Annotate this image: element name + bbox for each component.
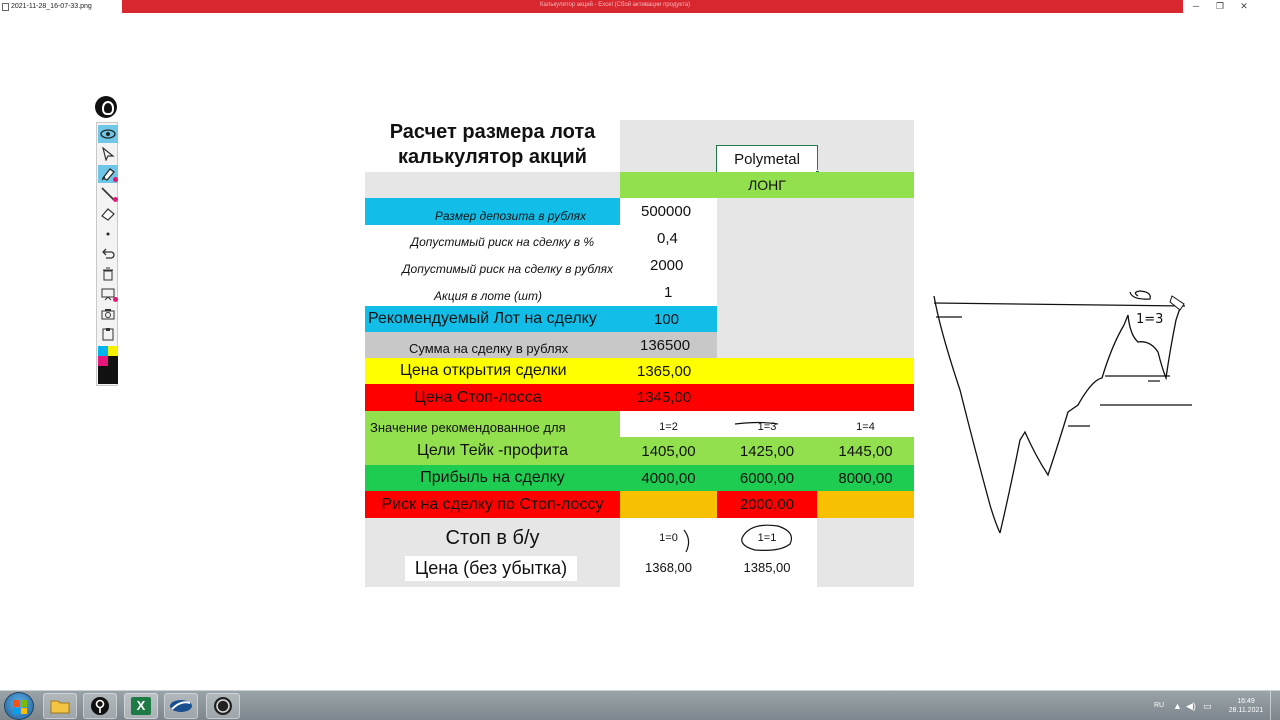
annotation-toolbar <box>94 94 120 388</box>
clock-date: 28.11.2021 <box>1228 707 1264 714</box>
ratio-1-3: 1=3 <box>717 411 817 437</box>
color-dot-icon <box>113 177 118 182</box>
show-desktop-button[interactable] <box>1270 691 1280 720</box>
close-button[interactable]: ✕ <box>1240 1 1248 11</box>
recommended-lot-value: 100 <box>620 306 717 332</box>
risk-rub-label: Допустимый риск на сделку в рублях <box>365 252 620 279</box>
eraser-cursor-icon <box>1170 296 1184 310</box>
black-swatch-2[interactable] <box>98 366 108 384</box>
header-bg-left <box>365 172 620 198</box>
risk-percent-value[interactable]: 0,4 <box>620 225 717 252</box>
excel-icon: X <box>131 697 151 715</box>
side-bg <box>717 198 914 358</box>
breakeven-ratio-1: 1=0 <box>620 522 717 554</box>
window-title: Калькулятор акций - Excel (Сбой активации продукта) <box>540 2 691 8</box>
undo-icon[interactable] <box>98 245 118 263</box>
breakeven-price-label: Цена (без убытка) <box>405 556 577 581</box>
pen-icon[interactable] <box>98 185 118 203</box>
magenta-swatch[interactable] <box>98 356 108 366</box>
board-icon[interactable] <box>98 285 118 303</box>
deposit-label: Размер депозита в рублях <box>365 198 620 225</box>
image-file-icon <box>2 3 9 11</box>
title-line1: Расчет размера лота <box>389 120 596 143</box>
windows-logo-icon <box>13 700 27 714</box>
stop-loss-label: Цена Стоп-лосса <box>414 388 542 406</box>
taskbar <box>0 690 1280 720</box>
sketch-left-leg <box>934 296 1000 533</box>
breakeven-label: Стоп в б/у <box>445 526 540 549</box>
spreadsheet-calculator <box>365 120 914 587</box>
stop-loss-value[interactable]: 1345,00 <box>637 389 692 406</box>
network-icon[interactable]: ▭ <box>1203 701 1212 711</box>
title-line2: калькулятор акций <box>398 145 587 168</box>
clock-time: 16:49 <box>1237 698 1255 705</box>
breakeven-price-2: 1385,00 <box>717 554 817 580</box>
eye-icon[interactable] <box>98 125 118 143</box>
obs-app[interactable] <box>206 693 240 719</box>
dot-icon[interactable] <box>98 225 118 243</box>
file-tab[interactable] <box>2 1 92 12</box>
language-indicator[interactable]: RU <box>1154 702 1165 709</box>
tool-panel <box>96 122 118 386</box>
lot-size-value[interactable]: 1 <box>620 279 717 306</box>
cyan-swatch[interactable] <box>98 346 108 356</box>
ratio-1-4: 1=4 <box>817 411 914 437</box>
pen-color-dot-icon <box>113 197 118 202</box>
trash-icon[interactable] <box>98 265 118 283</box>
risk-rub-value[interactable]: 2000 <box>620 252 717 279</box>
sketch-right-path <box>1128 302 1182 378</box>
excel-app[interactable] <box>124 693 158 719</box>
clipboard-icon[interactable] <box>98 325 118 343</box>
yellow-swatch[interactable] <box>108 346 118 356</box>
cursor-icon[interactable] <box>98 145 118 163</box>
open-price-label: Цена открытия сделки <box>400 362 567 379</box>
board-dot-icon <box>113 297 118 302</box>
direction-cell: ЛОНГ <box>620 172 914 198</box>
tray-expand-icon[interactable]: ▲ <box>1173 701 1182 711</box>
volume-icon[interactable]: ◀) <box>1186 701 1196 711</box>
file-name: 2021-11-28_16-07-33.png <box>11 3 92 10</box>
black-swatch[interactable] <box>108 356 118 384</box>
profit-label: Прибыль на сделку <box>365 465 620 491</box>
start-button[interactable] <box>4 692 34 720</box>
breakeven-price-1: 1368,00 <box>620 554 717 580</box>
profit-2: 6000,00 <box>717 465 817 491</box>
company-cell[interactable] <box>716 145 818 173</box>
deposit-value[interactable]: 500000 <box>620 198 717 225</box>
take-profit-2: 1425,00 <box>717 437 817 465</box>
breakeven-ratio-2: 1=1 <box>717 522 817 554</box>
take-profit-3: 1445,00 <box>817 437 914 465</box>
risk-stop-label: Риск на сделку по Стоп-лоссу <box>365 491 620 518</box>
sketch-price-path <box>1000 315 1128 533</box>
bottom-right-bg <box>817 518 914 587</box>
eraser-icon[interactable] <box>98 205 118 223</box>
profit-3: 8000,00 <box>817 465 914 491</box>
risk-orange-2 <box>817 491 914 518</box>
app-logo-icon[interactable] <box>95 96 117 118</box>
highlighter-icon[interactable] <box>98 165 118 183</box>
open-price-value[interactable]: 1365,00 <box>637 362 692 380</box>
window-titlebar <box>0 0 1280 13</box>
pen-app[interactable] <box>83 693 117 719</box>
camera-icon[interactable] <box>98 305 118 323</box>
deal-sum-value: 136500 <box>620 332 717 358</box>
sketch-ratio-text: 1=3 <box>1136 312 1164 327</box>
sketch-top-line <box>934 303 1185 306</box>
recommended-lot-label: Рекомендуемый Лот на сделку <box>365 306 620 332</box>
color-palette <box>98 346 118 384</box>
folder-app[interactable] <box>43 693 77 719</box>
ratio-label: Значение рекомендованное для <box>365 411 620 437</box>
deal-sum-label: Сумма на сделку в рублях <box>365 332 620 358</box>
sketch-target-mark <box>1130 291 1150 299</box>
browser-app[interactable] <box>164 693 198 719</box>
clock[interactable] <box>1226 697 1266 715</box>
risk-orange-1 <box>620 491 717 518</box>
minimize-button[interactable]: ─ <box>1192 1 1200 11</box>
lot-size-label: Акция в лоте (шт) <box>365 279 620 306</box>
risk-stop-value: 2000,00 <box>717 491 817 518</box>
risk-percent-label: Допустимый риск на сделку в % <box>365 225 620 252</box>
take-profit-label: Цели Тейк -профита <box>365 437 620 465</box>
restore-button[interactable]: ❐ <box>1215 1 1225 11</box>
ratio-1-2: 1=2 <box>620 411 717 437</box>
profit-1: 4000,00 <box>620 465 717 491</box>
take-profit-1: 1405,00 <box>620 437 717 465</box>
company-name: Polymetal <box>734 150 800 168</box>
